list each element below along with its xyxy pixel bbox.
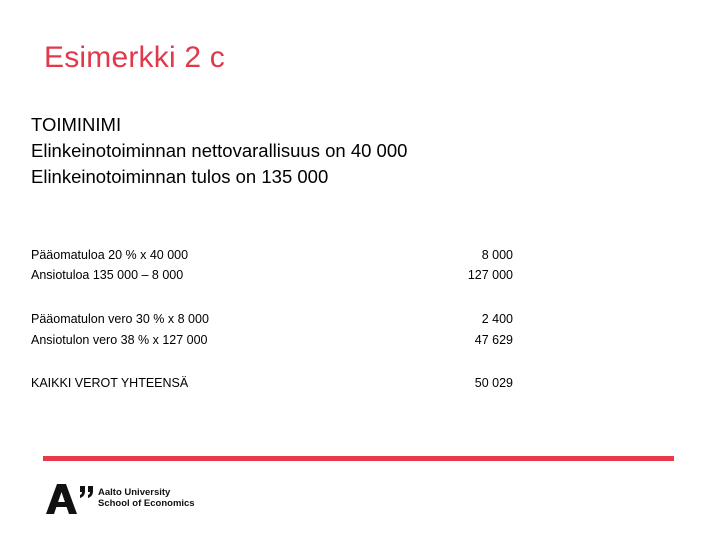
calculation-row: [31, 268, 513, 284]
logo-text: [98, 487, 195, 509]
calculation-row: [31, 333, 513, 349]
footer-divider: [43, 456, 674, 461]
row-value: 2 400: [481, 312, 513, 326]
intro-text: [31, 112, 407, 190]
row-value: 127 000: [467, 268, 513, 282]
row-value: 8 000: [481, 248, 513, 262]
row-value: 47 629: [474, 333, 513, 347]
row-label: Ansiotulon vero 38 % x 127 000: [31, 333, 208, 347]
slide-title: Esimerkki 2 c: [44, 41, 225, 74]
calculation-row: [31, 312, 513, 328]
row-label: Pääomatuloa 20 % x 40 000: [31, 248, 189, 262]
calculation-row: [31, 248, 513, 264]
row-label: Ansiotuloa 135 000 – 8 000: [31, 268, 184, 282]
total-row: [31, 376, 513, 392]
intro-line: TOIMINIMI: [31, 114, 122, 135]
intro-line: Elinkeinotoiminnan tulos on 135 000: [31, 166, 329, 187]
row-label: Pääomatulon vero 30 % x 8 000: [31, 312, 209, 326]
logo-line-school: School of Economics: [98, 498, 195, 509]
row-label: KAIKKI VEROT YHTEENSÄ: [31, 376, 189, 390]
logo-line-university: Aalto University: [98, 487, 171, 498]
intro-line: Elinkeinotoiminnan nettovarallisuus on 40 000: [31, 140, 408, 161]
row-value: 50 029: [474, 376, 513, 390]
